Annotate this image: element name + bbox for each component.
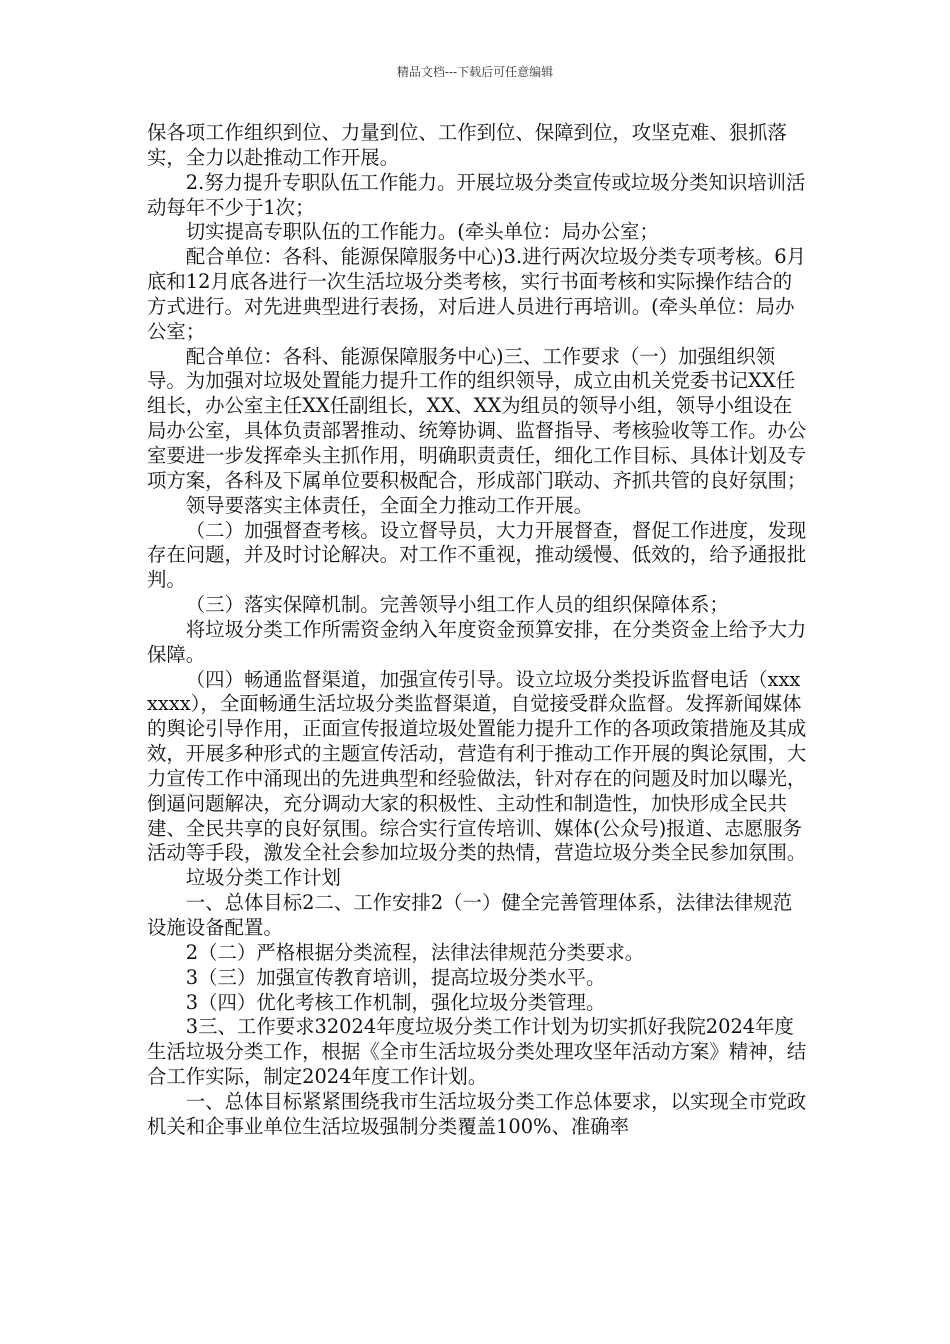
document-body: [147, 121, 807, 1140]
paragraph: 3三、工作要求32024年度垃圾分类工作计划为切实抓好我院2024年度生活垃圾分类工作，根据《全市生活垃圾分类处理攻坚年活动方案》精神，结合工作实际，制定2024年度工作计划。: [147, 1015, 807, 1089]
paragraph: 2（二）严格根据分类流程，法律法律规范分类要求。: [185, 940, 645, 964]
paragraph: （二）加强督查考核。设立督导员，大力开展督查，督促工作进度，发现存在问题，并及时讨论解决。对工作不重视，推动缓慢、低效的，给予通报批判。: [147, 518, 807, 592]
paragraph: （四）畅通监督渠道，加强宣传引导。设立垃圾分类投诉监督电话（xxxxxxx），全面畅通生活垃圾分类监督渠道，自觉接受群众监督。发挥新闻媒体的舆论引导作用，正面宣传报道垃圾处置能力提升工作的各项政策措施及其成效，开展多种形式的主题宣传活动，营造有利于推动工作开展的舆论氛围，大力宣传工作中涌现出的先进典型和经验做法，针对存在的问题及时加以曝光，倒逼问题解决，充分调动大家的积极性、主动性和制造性，加快形成全民共建、全民共享的良好氛围。综合实行宣传培训、媒体(公众号)报道、志愿服务活动等手段，激发全社会参加垃圾分类的热情，营造垃圾分类全民参加氛围。: [147, 667, 807, 865]
paragraph: 切实提高专职队伍的工作能力。(牵头单位：局办公室；: [185, 220, 659, 244]
paragraph: 垃圾分类工作计划: [185, 866, 341, 890]
paragraph: 一、总体目标紧紧围绕我市生活垃圾分类工作总体要求，以实现全市党政机关和企事业单位生活垃圾强制分类覆盖100%、准确率: [147, 1089, 807, 1138]
paragraph: 配合单位：各科、能源保障服务中心)3.进行两次垃圾分类专项考核。6月底和12月底各进行一次生活垃圾分类考核，实行书面考核和实际操作结合的方式进行。对先进典型进行表扬，对后进人员进行再培训。(牵头单位：局办公室；: [147, 245, 806, 343]
paragraph: 保各项工作组织到位、力量到位、工作到位、保障到位，攻坚克难、狠抓落实，全力以赴推动工作开展。: [147, 121, 787, 169]
page-header: 精品文档---下载后可任意编辑: [396, 65, 554, 79]
paragraph: 3（四）优化考核工作机制，强化垃圾分类管理。: [185, 990, 606, 1014]
paragraph: 3（三）加强宣传教育培训，提高垃圾分类水平。: [185, 965, 606, 989]
paragraph: 配合单位：各科、能源保障服务中心)三、工作要求（一）加强组织领导。为加强对垃圾处置能力提升工作的组织领导，成立由机关党委书记XX任组长，办公室主任XX任副组长，XX、XX为组员的领导小组，领导小组设在局办公室，具体负责部署推动、统筹协调、监督指导、考核验收等工作。办公室要进一步发挥牵头主抓作用，明确职责责任，细化工作目标、具体计划及专项方案，各科及下属单位要积极配合，形成部门联动、齐抓共管的良好氛围；: [147, 344, 807, 492]
paragraph: 领导要落实主体责任，全面全力推动工作开展。: [185, 493, 593, 517]
paragraph: 一、总体目标2二、工作安排2（一）健全完善管理体系，法律法律规范设施设备配置。: [147, 891, 793, 939]
paragraph: 2.努力提升专职队伍工作能力。开展垃圾分类宣传或垃圾分类知识培训活动每年不少于1次；: [147, 170, 806, 219]
paragraph: 将垃圾分类工作所需资金纳入年度资金预算安排，在分类资金上给予大力保障。: [147, 617, 807, 666]
paragraph: （三）落实保障机制。完善领导小组工作人员的组织保障体系；: [185, 593, 729, 617]
